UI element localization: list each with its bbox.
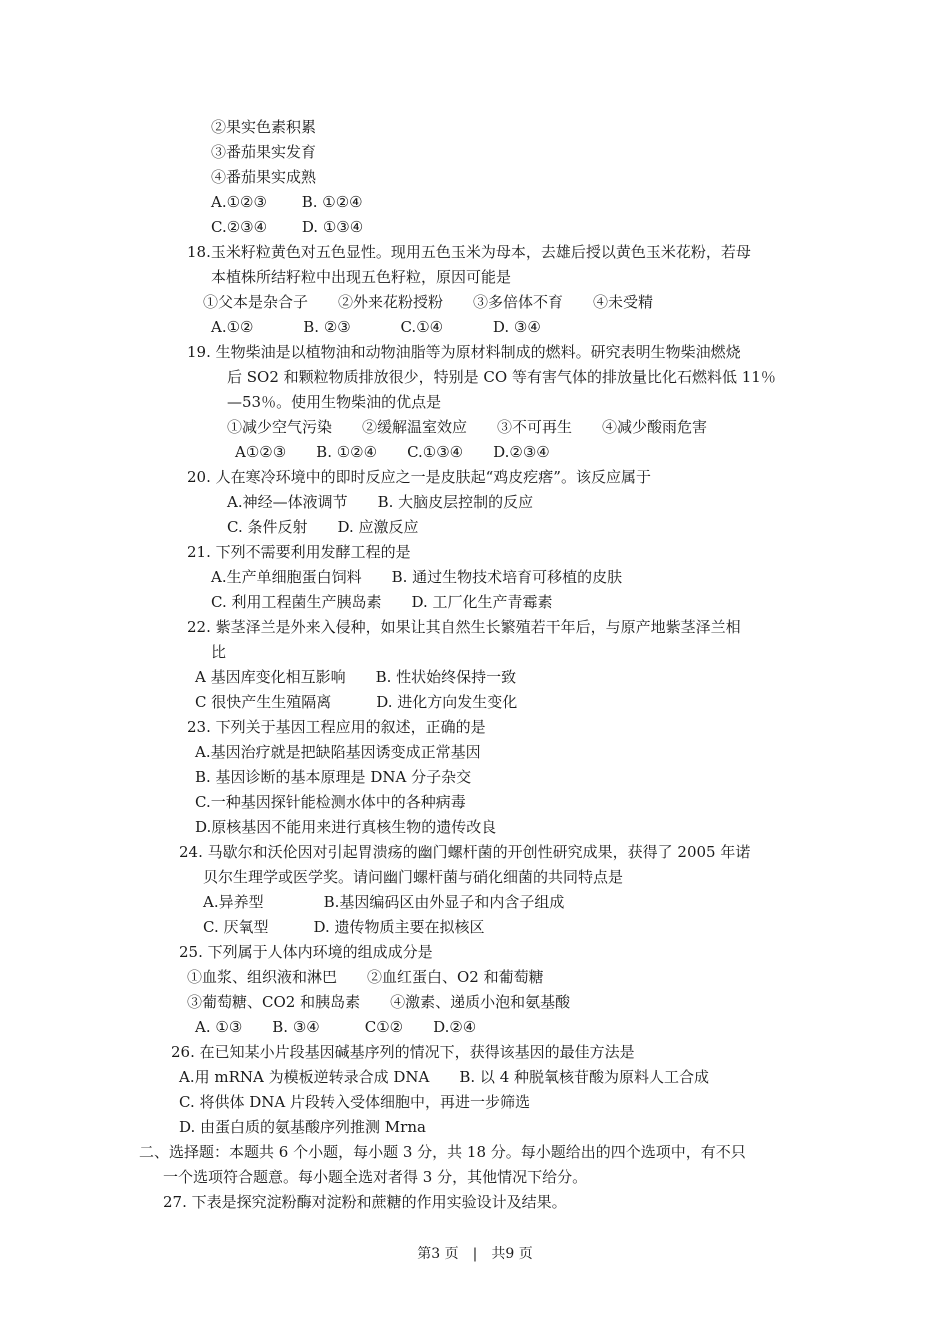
q23-stem: 23. 下列关于基因工程应用的叙述，正确的是 — [187, 718, 486, 736]
q19-stem: 19. 生物柴油是以植物油和动物油脂等为原材料制成的燃料。研究表明生物柴油燃烧 — [187, 343, 741, 361]
q17-option-4: ④番茄果实成熟 — [211, 168, 317, 186]
q23-choice-d: D.原核基因不能用来进行真核生物的遗传改良 — [195, 818, 497, 836]
q18-stem-cont: 本植株所结籽粒中出现五色籽粒，原因可能是 — [211, 268, 512, 286]
q17-option-3: ③番茄果实发育 — [211, 143, 317, 161]
q22-stem-cont: 比 — [211, 643, 227, 661]
q26-choice-c: C. 将供体 DNA 片段转入受体细胞中，再进一步筛选 — [179, 1093, 531, 1111]
q24-stem-cont: 贝尔生理学或医学奖。请问幽门螺杆菌与硝化细菌的共同特点是 — [203, 868, 624, 886]
q19-stem-cont-2: —53％。使用生物柴油的优点是 — [227, 393, 442, 411]
q26-choices-ab: A.用 mRNA 为模板逆转录合成 DNA B. 以 4 种脱氧核苷酸为原料人工合成 — [179, 1068, 710, 1086]
q24-stem: 24. 马歇尔和沃伦因对引起胃溃疡的幽门螺杆菌的开创性研究成果，获得了 2005 年诺 — [179, 843, 751, 861]
q20-choices-ab: A.神经—体液调节 B. 大脑皮层控制的反应 — [227, 493, 534, 511]
q24-choices-ab: A.异养型 B.基因编码区由外显子和内含子组成 — [203, 893, 565, 911]
q23-choice-a: A.基因治疗就是把缺陷基因诱变成正常基因 — [195, 743, 481, 761]
q26-stem: 26. 在已知某小片段基因碱基序列的情况下，获得该基因的最佳方法是 — [171, 1043, 635, 1061]
section-2-heading-cont: 一个选项符合题意。每小题全选对者得 3 分，其他情况下给分。 — [163, 1168, 588, 1186]
q20-choices-cd: C. 条件反射 D. 应激反应 — [227, 518, 419, 536]
q25-choices: A. ①③ B. ③④ C①② D.②④ — [195, 1018, 477, 1036]
q19-choices: A①②③ B. ①②④ C.①③④ D.②③④ — [235, 443, 550, 461]
q19-stem-cont: 后 SO2 和颗粒物质排放很少，特别是 CO 等有害气体的排放量比化石燃料低 11％ — [227, 368, 776, 386]
q25-options-12: ①血浆、组织液和淋巴 ②血红蛋白、O2 和葡萄糖 — [187, 968, 544, 986]
q22-choices-cd: C 很快产生生殖隔离 D. 进化方向发生变化 — [195, 693, 518, 711]
q21-stem: 21. 下列不需要利用发酵工程的是 — [187, 543, 411, 561]
q17-choices-cd: C.②③④ D. ①③④ — [211, 218, 364, 236]
q19-options: ①减少空气污染 ②缓解温室效应 ③不可再生 ④减少酸雨危害 — [227, 418, 708, 436]
q20-stem: 20. 人在寒冷环境中的即时反应之一是皮肤起“鸡皮疙瘩”。该反应属于 — [187, 468, 651, 486]
q22-stem: 22. 紫茎泽兰是外来入侵种，如果让其自然生长繁殖若干年后，与原产地紫茎泽兰相 — [187, 618, 741, 636]
q23-choice-b: B. 基因诊断的基本原理是 DNA 分子杂交 — [195, 768, 472, 786]
q17-choices-ab: A.①②③ B. ①②④ — [211, 193, 363, 211]
q24-choices-cd: C. 厌氧型 D. 遗传物质主要在拟核区 — [203, 918, 485, 936]
q18-options: ①父本是杂合子 ②外来花粉授粉 ③多倍体不育 ④未受精 — [203, 293, 654, 311]
q18-stem: 18.玉米籽粒黄色对五色显性。现用五色玉米为母本，去雄后授以黄色玉米花粉，若母 — [187, 243, 751, 261]
q23-choice-c: C.一种基因探针能检测水体中的各种病毒 — [195, 793, 466, 811]
q21-choices-ab: A.生产单细胞蛋白饲料 B. 通过生物技术培育可移植的皮肤 — [211, 568, 623, 586]
q22-choices-ab: A 基因库变化相互影响 B. 性状始终保持一致 — [195, 668, 517, 686]
q21-choices-cd: C. 利用工程菌生产胰岛素 D. 工厂化生产青霉素 — [211, 593, 553, 611]
page-footer: 第3 页 | 共9 页 — [417, 1246, 533, 1262]
q18-choices: A.①② B. ②③ C.①④ D. ③④ — [211, 318, 541, 336]
q25-stem: 25. 下列属于人体内环境的组成成分是 — [179, 943, 433, 961]
q26-choice-d: D. 由蛋白质的氨基酸序列推测 Mrna — [179, 1118, 426, 1136]
q17-option-2: ②果实色素积累 — [211, 118, 317, 136]
q25-options-34: ③葡萄糖、CO2 和胰岛素 ④激素、递质小泡和氨基酸 — [187, 993, 571, 1011]
section-2-heading: 二、选择题：本题共 6 个小题，每小题 3 分，共 18 分。每小题给出的四个选项中，有不只 — [139, 1143, 746, 1161]
q27-stem: 27. 下表是探究淀粉酶对淀粉和蔗糖的作用实验设计及结果。 — [163, 1193, 567, 1211]
